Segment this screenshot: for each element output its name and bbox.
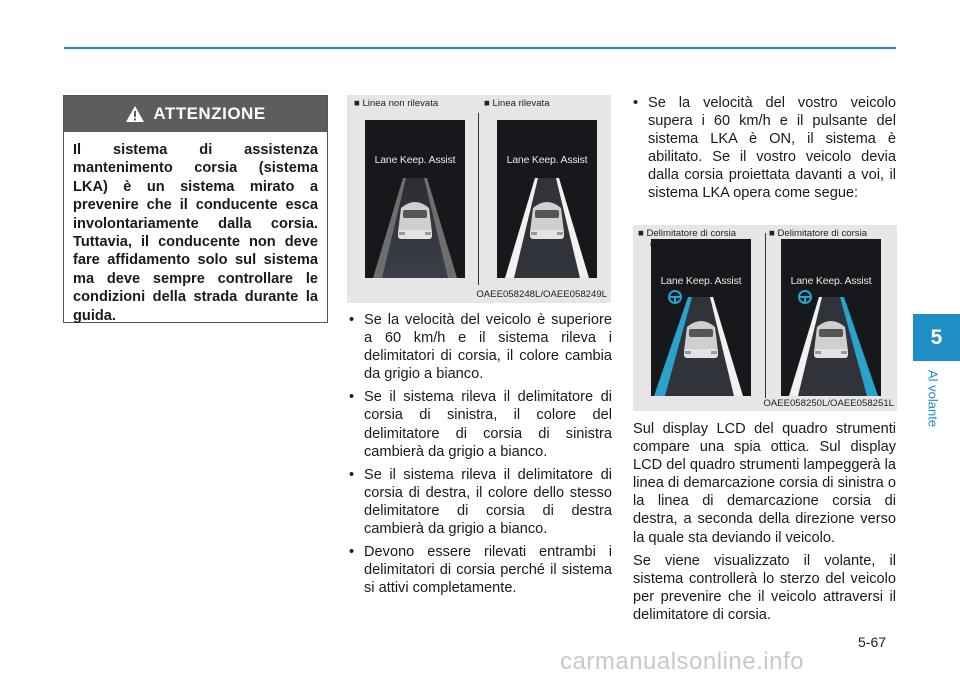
bullet-speed-detect: • Se la velocità del veicolo è superiore a 60 km/h e il sistema rileva i delimitatori di corsia, il colore cambia da grigio a bianco. [349, 311, 612, 383]
figure2-divider [765, 233, 766, 398]
bullet-lka-operation: • Se la velocità del vostro veicolo supera i 60 km/h e il pulsante del sistema LKA è ON, il sistema è abilitato. Se il vostro veicolo devia dalla corsia proiettata davanti a voi, il sistema LKA opera come segue: [633, 94, 896, 203]
cluster-screen-lines-detected [497, 120, 597, 278]
bullet-right-line: • Se il sistema rileva il delimitatore di corsia di destra, il colore dello stesso delimitatore di corsia di destra cambierà da grigio a bianco. [349, 466, 612, 538]
car-icon [398, 202, 432, 239]
car-icon [530, 202, 564, 239]
car-icon [814, 321, 848, 358]
screen-title: Lane Keep. Assist [790, 275, 872, 287]
page-number: 5-67 [858, 634, 887, 650]
figure-lane-departure [633, 225, 897, 411]
figure1-left-caption: ■ Linea non rilevata [354, 98, 439, 109]
chapter-tab: 5 [913, 314, 960, 361]
steering-wheel-icon [799, 291, 811, 303]
header-rule [64, 47, 896, 49]
bullet-left-line: • Se il sistema rileva il delimitatore di corsia di sinistra, il colore del delimitatore di corsia di sinistra cambierà da grigio a bianco. [349, 388, 612, 460]
figure1-right-caption: ■ Linea rilevata [484, 98, 550, 109]
car-icon [684, 321, 718, 358]
steering-wheel-icon [669, 291, 681, 303]
cluster-screen-left-departure [651, 239, 751, 396]
cluster-screen-right-departure [781, 239, 881, 396]
cluster-screen-lines-not-detected [365, 120, 465, 278]
warning-title: ATTENZIONE [153, 104, 266, 123]
figure2-left-caption: ■ Delimitatore di corsia [638, 228, 737, 239]
warning-text: Il sistema di assistenza mantenimento corsia (sistema LKA) è un sistema mirato a prevenire che il conducente esca involontariamente dalla corsia. Tuttavia, il conducente non deve fare affidamento solo sul sistema ma deve sempre controllare le condizioni della strada durante la guida. [73, 142, 318, 324]
middle-column [349, 311, 612, 602]
screen-title: Lane Keep. Assist [660, 275, 742, 287]
right-column-body [633, 420, 896, 629]
figure2-right-caption: ■ Delimitatore di corsia [769, 228, 868, 239]
figure1-code: OAEE058248L/OAEE058249L [476, 289, 607, 300]
chapter-title: Al volante [925, 369, 941, 428]
warning-header [64, 96, 327, 132]
paragraph-lcd-warning: Sul display LCD del quadro strumenti compare una spia ottica. Sul display LCD del quadro strumenti lampeggerà la linea di demarcazione corsia di sinistra o la linea di demarcazione corsia di destra, a seconda della direzione verso la quale sta deviando il veicolo. [633, 421, 896, 546]
right-column-intro [633, 94, 896, 208]
figure2-code: OAEE058250L/OAEE058251L [763, 398, 894, 409]
warning-box [63, 95, 328, 323]
screen-title: Lane Keep. Assist [506, 154, 588, 166]
figure-lane-detection [347, 95, 611, 303]
paragraph-steering-control: Se viene visualizzato il volante, il sistema controllerà lo sterzo del veicolo per prevenire che il veicolo attraversi il delimitatore di corsia. [633, 552, 896, 623]
figure1-divider [478, 113, 479, 285]
screen-title: Lane Keep. Assist [374, 154, 456, 166]
bullet-both-lines: • Devono essere rilevati entrambi i delimitatori di corsia perché il sistema si attivi completamente. [349, 543, 612, 597]
watermark: carmanualsonline.info [560, 648, 804, 675]
warning-triangle-icon [125, 105, 145, 123]
